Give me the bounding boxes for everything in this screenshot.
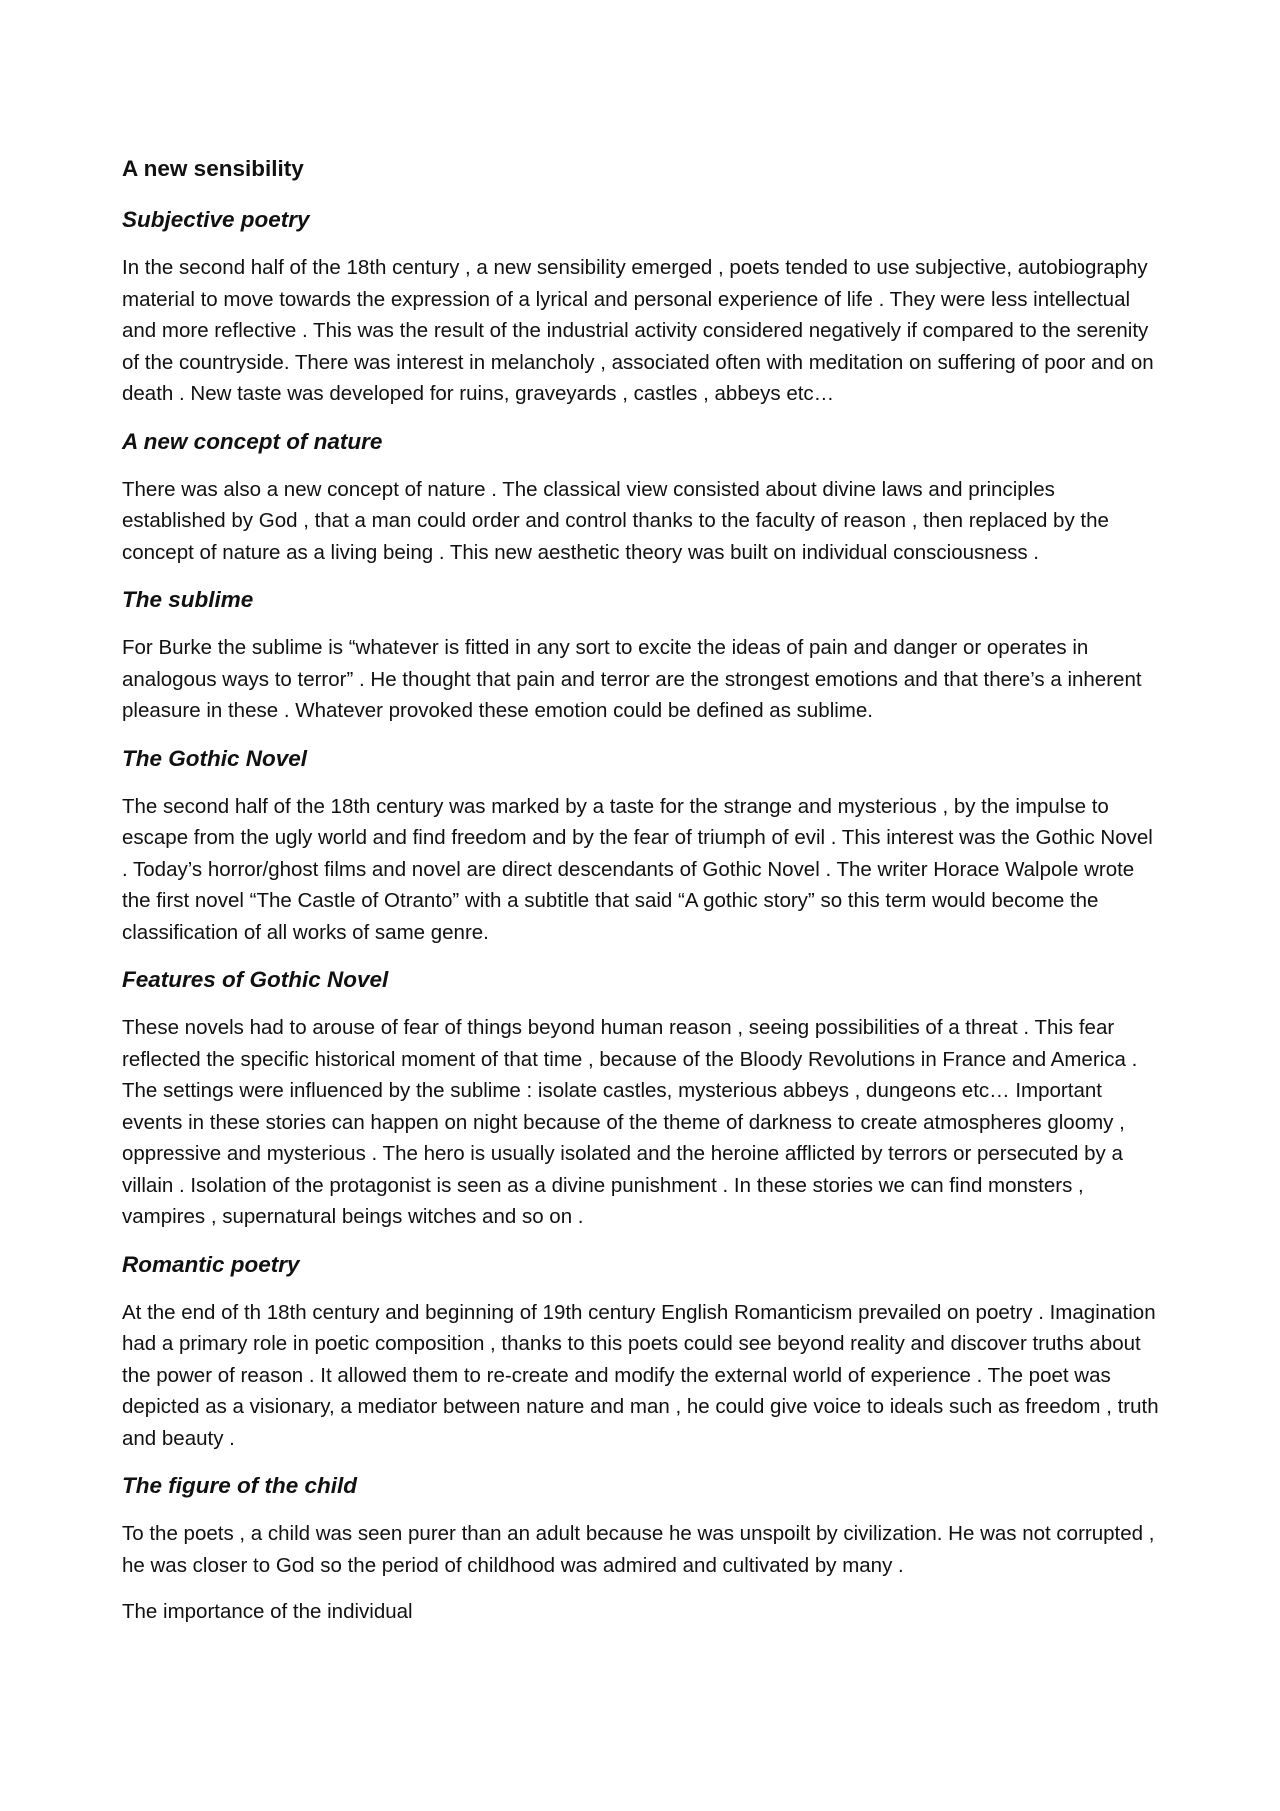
section-text-gothic-novel: The second half of the 18th century was marked by a taste for the strange and mysterious , by the impulse to escape from the ugly world and find freedom and by the fear of triumph of evil . This interest was the Gothic Novel . Today’s horror/ghost films and novel are direct descendants of Gothic Novel . The writer Horace Walpole wrote the first novel “The Castle of Otranto” with a subtitle that said “A gothic story” so this term would become the classification of all works of same genre. <box>122 794 1153 944</box>
document-body <box>122 152 1162 1628</box>
section-heading-figure-of-child: The figure of the child <box>122 1473 357 1498</box>
section-heading-romantic-poetry: Romantic poetry <box>122 1251 300 1277</box>
section-text-figure-of-child: To the poets , a child was seen purer than an adult because he was unspoilt by civilization. He was not corrupted , he was closer to God so the period of childhood was admired and cultivated by many . <box>122 1522 1155 1577</box>
section-text-romantic-poetry: At the end of th 18th century and beginning of 19th century English Romanticism prevailed on poetry . Imagination had a primary role in poetic composition , thanks to this poets could see beyond reality and discover truths about the power of reason . It allowed them to re-create and modify the external world of experience . The poet was depicted as a visionary, a mediator between nature and man , he could give voice to ideals such as freedom , truth and beauty . <box>122 1300 1159 1450</box>
section-text-subjective-poetry: In the second half of the 18th century , a new sensibility emerged , poets tended to use subjective, autobiography material to move towards the expression of a lyrical and personal experience of life . They were less intellectual and more reflective . This was the result of the industrial activity considered negatively if compared to the serenity of the countryside. There was interest in melancholy , associated often with meditation on suffering of poor and on death . New taste was developed for ruins, graveyards , castles , abbeys etc… <box>122 256 1154 405</box>
section-heading-gothic-novel: The Gothic Novel <box>122 745 308 771</box>
section-heading-new-concept-of-nature: A new concept of nature <box>122 428 383 454</box>
section-heading-sublime: The sublime <box>122 587 254 612</box>
section-text-sublime: For Burke the sublime is “whatever is fitted in any sort to excite the ideas of pain and danger or operates in analogous ways to terror” . He thought that pain and terror are the strongest emotions and that there’s a inherent pleasure in these . Whatever provoked these emotion could be defined as sublime. <box>122 636 1142 722</box>
section-text-new-concept-of-nature: There was also a new concept of nature . The classical view consisted about divine laws and principles established by God , that a man could order and control thanks to the faculty of reason , then replaced by the concept of nature as a living being . This new aesthetic theory was built on individual consciousness . <box>122 477 1109 564</box>
section-text-features-gothic-novel: These novels had to arouse of fear of things beyond human reason , seeing possibilities of a threat . This fear reflected the specific historical moment of that time , because of the Bloody Revolutions in France and America . The settings were influenced by the sublime : isolate castles, mysterious abbeys , dungeons etc… Important events in these stories can happen on night because of the theme of darkness to create atmospheres gloomy , oppressive and mysterious . The hero is usually isolated and the heroine afflicted by terrors or persecuted by a villain . Isolation of the protagonist is seen as a divine punishment . In these stories we can find monsters , vampires , supernatural beings witches and so on . <box>122 1016 1138 1228</box>
section-heading-importance-of-individual: The importance of the individual <box>122 1600 413 1623</box>
document-title: A new sensibility <box>122 156 304 181</box>
section-heading-features-gothic-novel: Features of Gothic Novel <box>122 967 389 992</box>
section-heading-subjective-poetry: Subjective poetry <box>122 207 310 232</box>
